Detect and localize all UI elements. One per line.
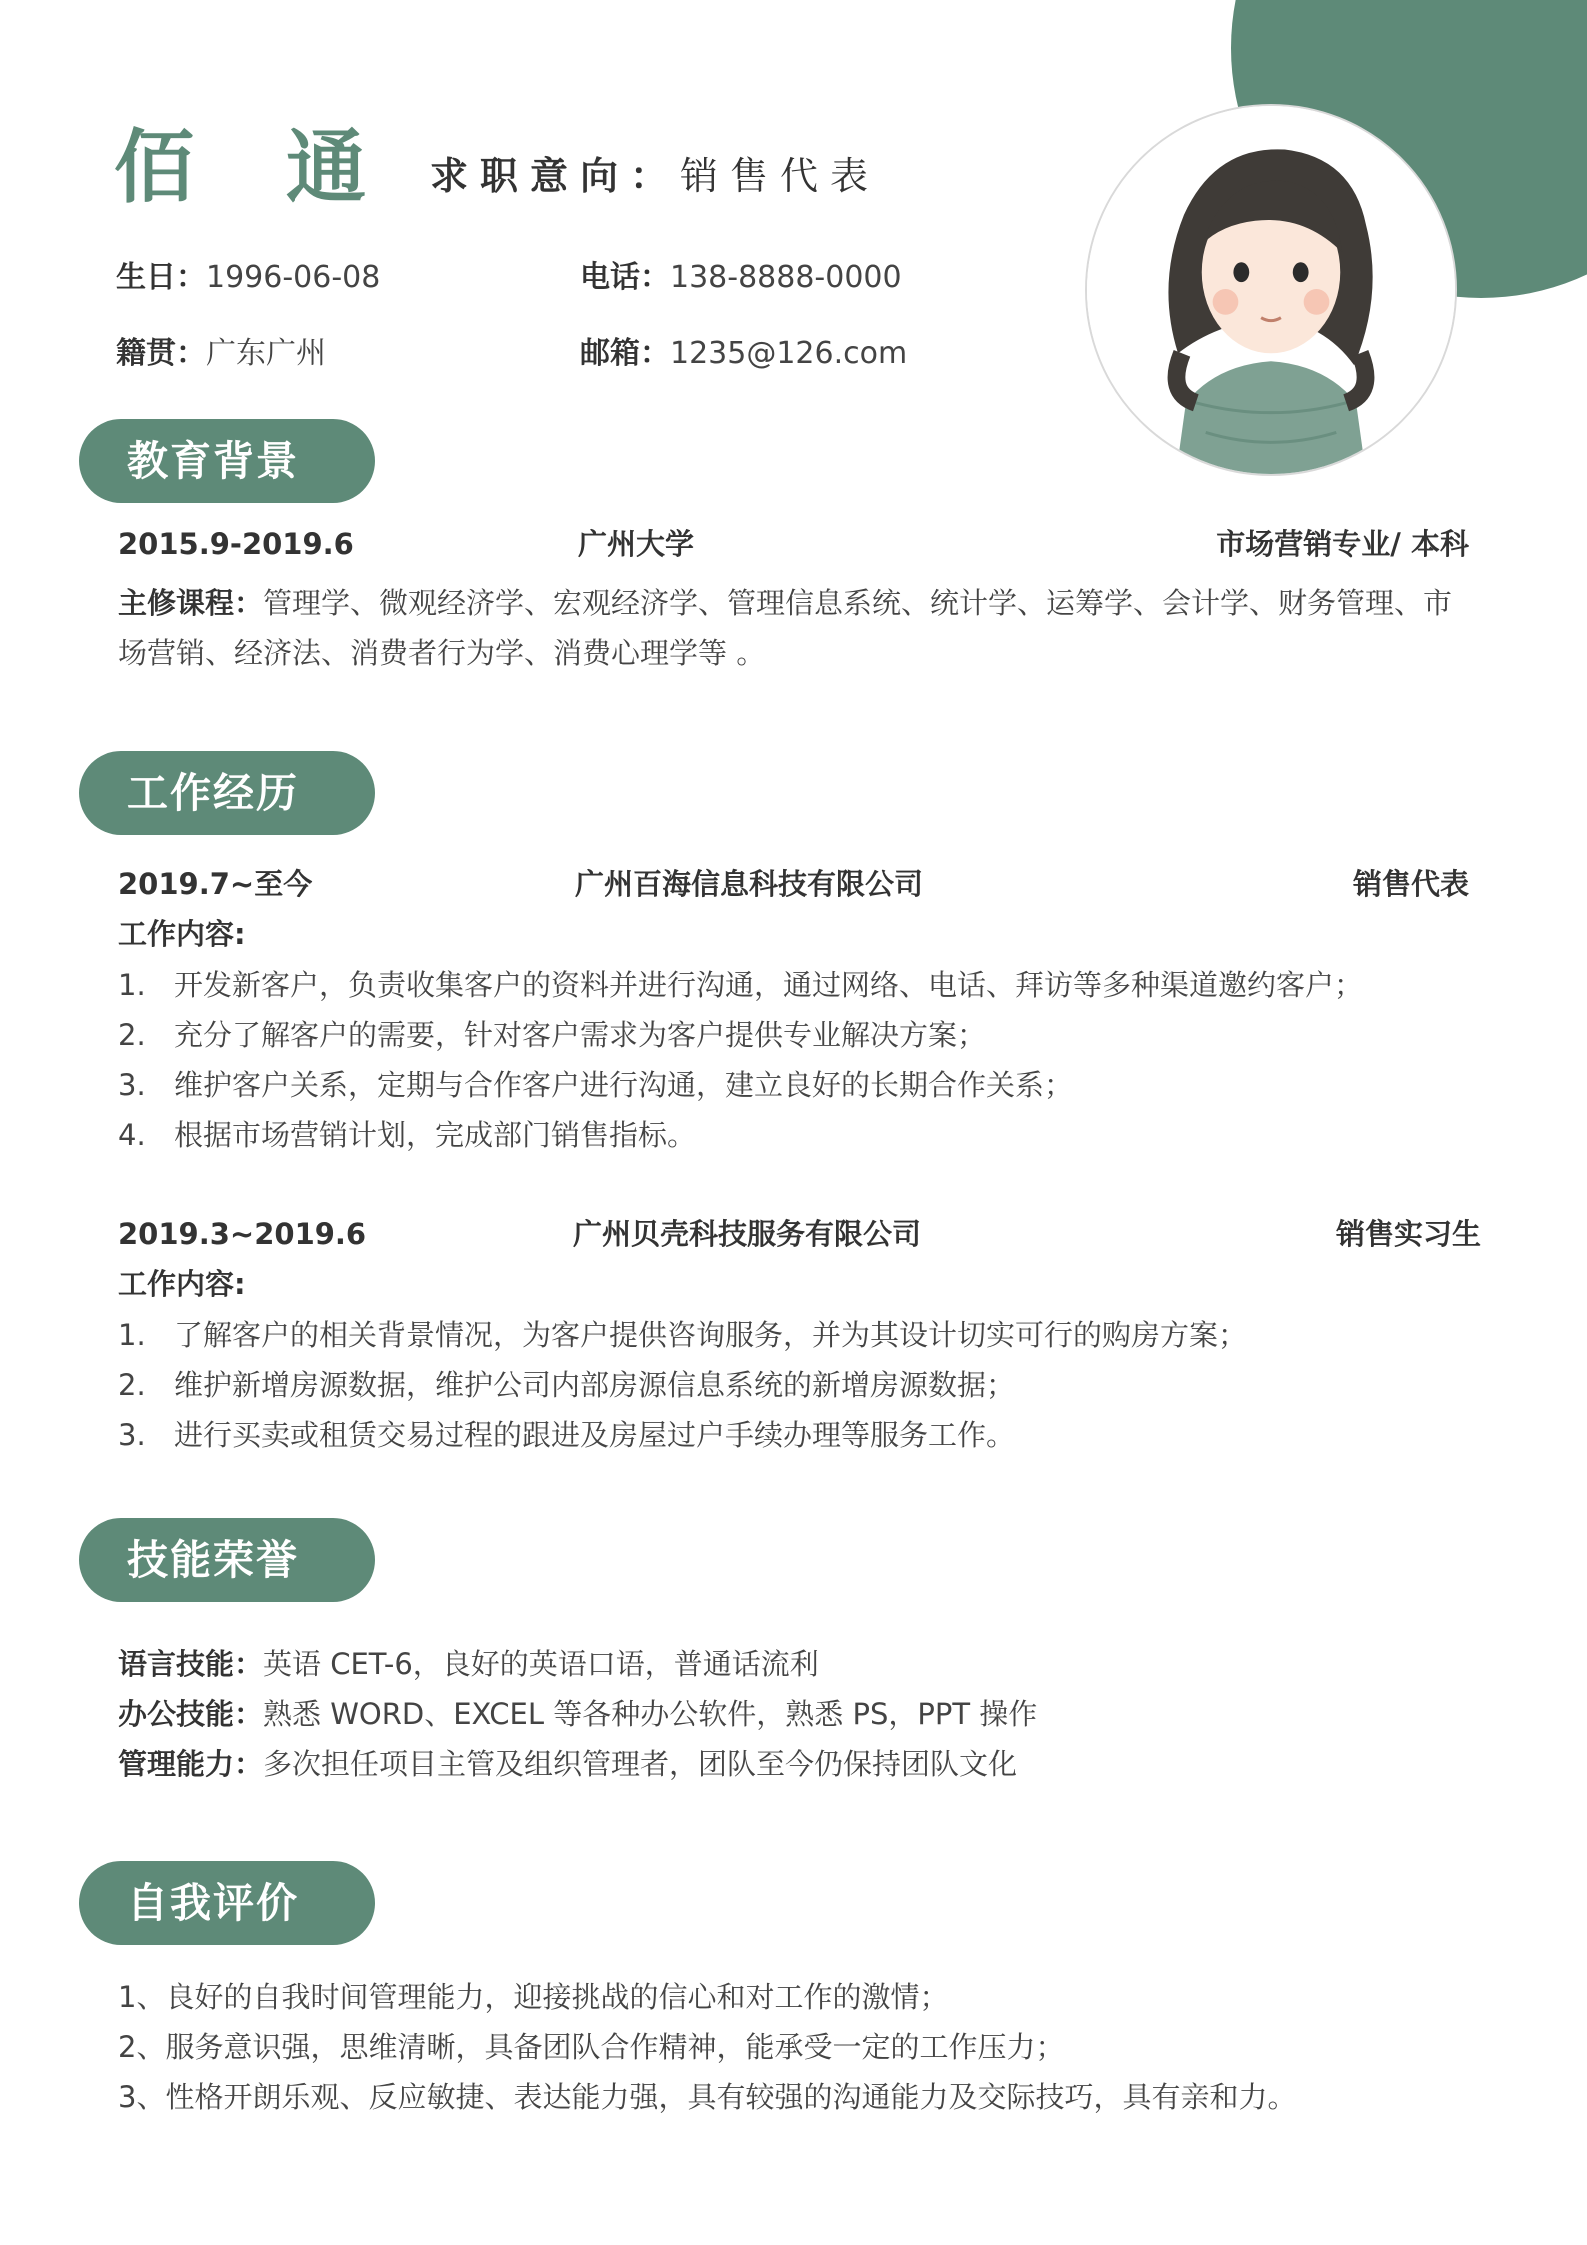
info-native-label: 籍贯：: [116, 336, 206, 371]
self-eval-2: 2、服务意识强，思维清晰，具备团队合作精神，能承受一定的工作压力；: [118, 2030, 1065, 2064]
info-birth-label: 生日：: [116, 260, 206, 295]
work-1-company: 广州百海信息科技有限公司: [575, 867, 924, 901]
courses-line1: 管理学、微观经济学、宏观经济学、管理信息系统、统计学、运筹学、会计学、财务管理、市: [263, 586, 1453, 620]
self-eval-3: 3、性格开朗乐观、反应敏捷、表达能力强，具有较强的沟通能力及交际技巧，具有亲和力。: [118, 2080, 1297, 2114]
job-intent-label: 求职意向：: [430, 154, 681, 198]
work-2-company: 广州贝壳科技服务有限公司: [573, 1217, 922, 1251]
work-1-period: 2019.7~至今: [118, 867, 313, 901]
list-item: 1. 了解客户的相关背景情况，为客户提供咨询服务，并为其设计切实可行的购房方案；: [118, 1318, 1248, 1352]
list-item: 3. 进行买卖或租赁交易过程的跟进及房屋过户手续办理等服务工作。: [118, 1418, 1016, 1452]
section-title-self-eval: 自我评价: [79, 1861, 375, 1945]
education-courses: [118, 578, 1452, 628]
list-item: 3. 维护客户关系，定期与合作客户进行沟通，建立良好的长期合作关系；: [118, 1068, 1074, 1102]
list-item: 2. 充分了解客户的需要，针对客户需求为客户提供专业解决方案；: [118, 1018, 987, 1052]
info-email: [580, 334, 907, 374]
skill-management: 管理能力：多次担任项目主管及组织管理者，团队至今仍保持团队文化: [118, 1747, 1018, 1781]
job-intent: [430, 150, 880, 202]
section-title-education: 教育背景: [79, 419, 375, 503]
job-intent-value: 销售代表: [680, 154, 881, 198]
section-title-skills: 技能荣誉: [79, 1518, 375, 1602]
work-1-role: 销售代表: [1352, 867, 1469, 901]
info-phone-label: 电话：: [580, 260, 670, 295]
education-courses-cont: 场营销、经济法、消费者行为学、消费心理学等 。: [118, 636, 766, 670]
list-item: 2. 维护新增房源数据，维护公司内部房源信息系统的新增房源数据；: [118, 1368, 1016, 1402]
courses-label: 主修课程：: [118, 586, 264, 620]
education-major: 市场营销专业/ 本科: [1216, 527, 1469, 561]
self-eval-1: 1、良好的自我时间管理能力，迎接挑战的信心和对工作的激情；: [118, 1980, 949, 2014]
work-2-period: 2019.3~2019.6: [118, 1217, 367, 1251]
skill-office: 办公技能：熟悉 WORD、EXCEL 等各种办公软件，熟悉 PS，PPT 操作: [118, 1697, 1038, 1731]
education-school: 广州大学: [578, 527, 695, 561]
work-2-duties: [118, 1310, 1247, 1460]
avatar: [1085, 104, 1457, 476]
info-phone: [580, 258, 902, 298]
avatar-illustration: [1087, 106, 1455, 474]
info-email-label: 邮箱：: [580, 336, 670, 371]
list-item: 4. 根据市场营销计划，完成部门销售指标。: [118, 1118, 697, 1152]
work-2-role: 销售实习生: [1335, 1217, 1481, 1251]
list-item: 1. 开发新客户，负责收集客户的资料并进行沟通，通过网络、电话、拜访等多种渠道邀约客户；: [118, 968, 1364, 1002]
info-native: [116, 334, 326, 374]
info-native-value: 广东广州: [206, 336, 326, 371]
info-birth: [116, 258, 380, 298]
skill-language: 语言技能：英语 CET-6，良好的英语口语，普通话流利: [118, 1647, 819, 1681]
section-title-work: 工作经历: [79, 751, 375, 835]
candidate-name: 佰通: [114, 121, 458, 214]
work-1-duties: [118, 960, 1363, 1160]
info-birth-value: 1996-06-08: [206, 260, 381, 295]
education-period: 2015.9-2019.6: [118, 527, 354, 561]
info-phone-value: 138-8888-0000: [670, 260, 902, 295]
info-email-value: 1235@126.com: [670, 336, 908, 371]
work-1-content-label: 工作内容:: [118, 917, 246, 951]
work-2-content-label: 工作内容:: [118, 1267, 246, 1301]
